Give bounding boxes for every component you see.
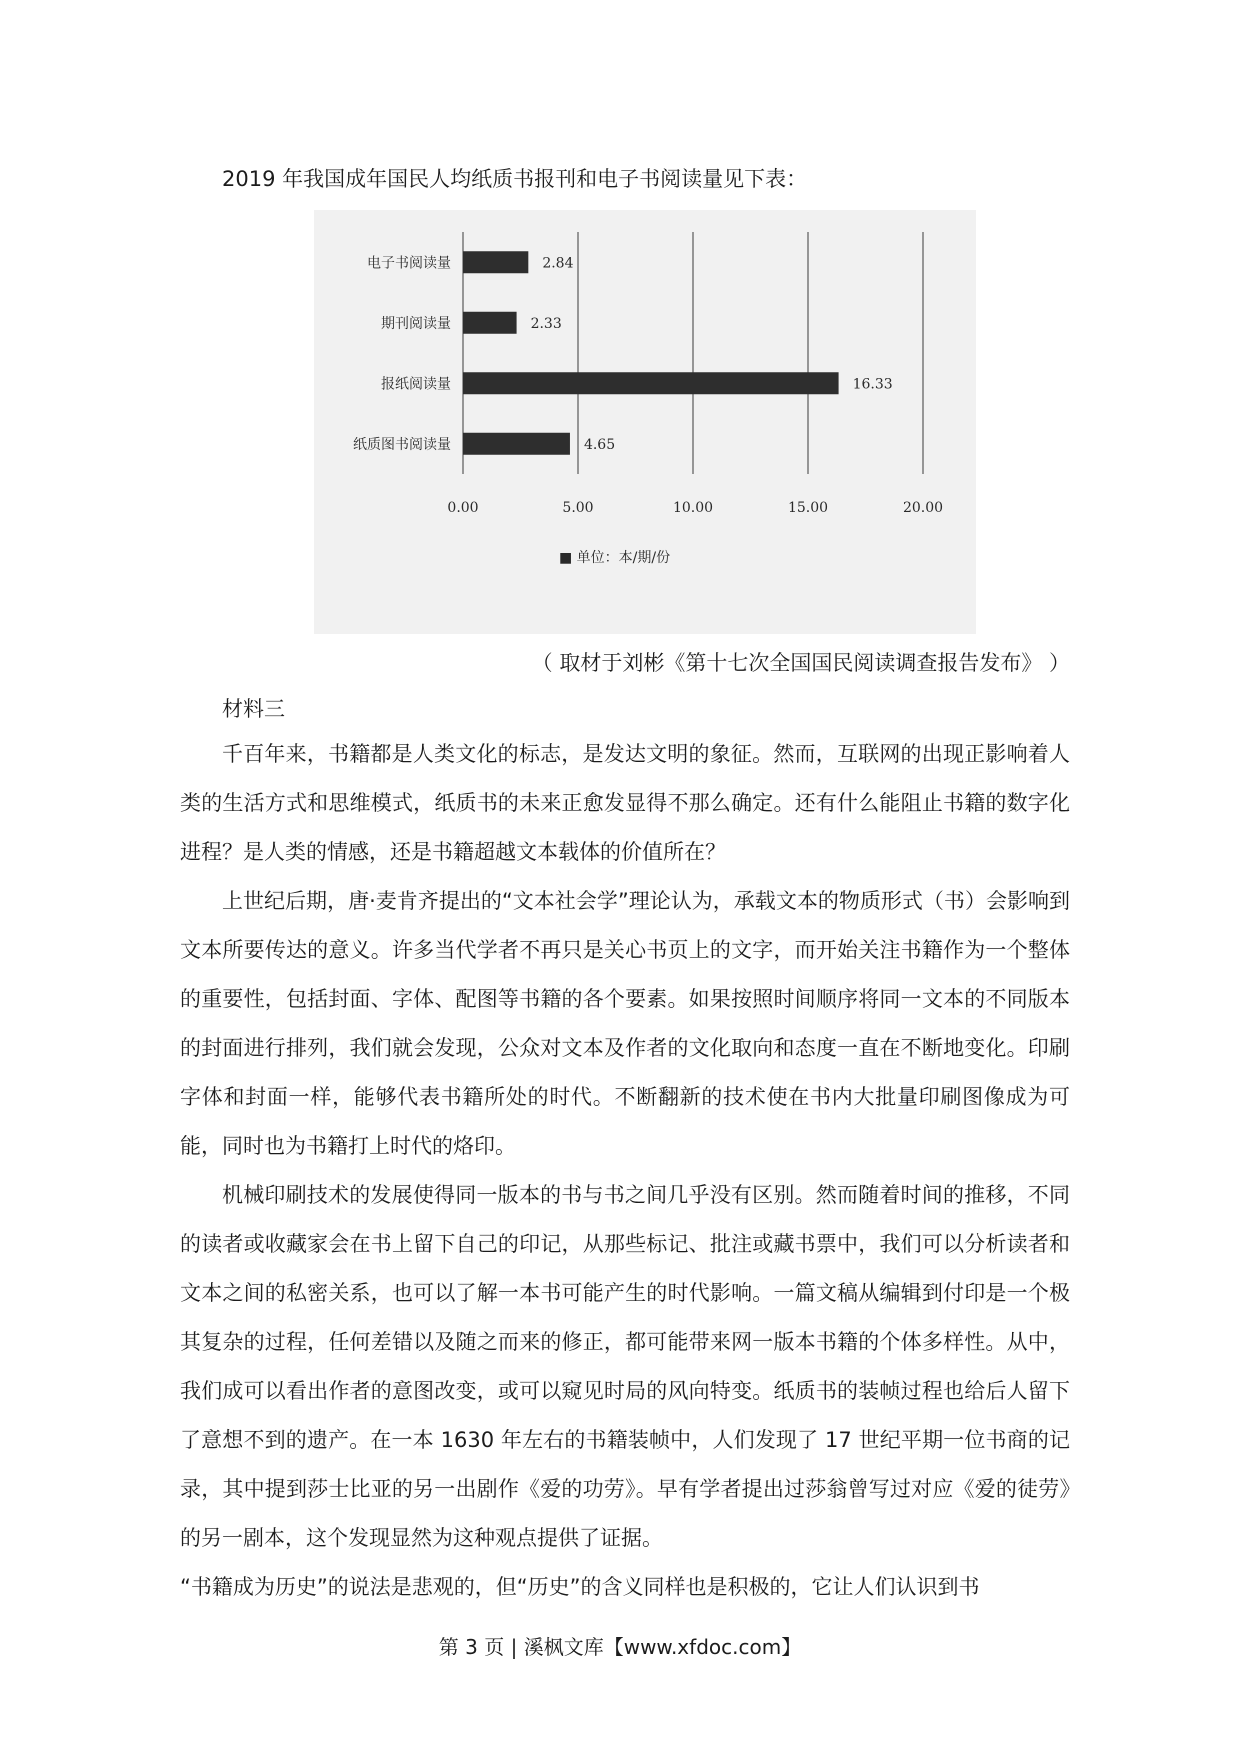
bar	[463, 372, 839, 394]
footer-url: 【www.xfdoc.com】	[603, 1635, 802, 1659]
paragraph-2: 上世纪后期，唐·麦肯齐提出的“文本社会学”理论认为，承载文本的物质形式（书）会影响到文本所要传达的意义。许多当代学者不再只是关心书页上的文字，而开始关注书籍作为一个整体的重要性，包括封面、字体、配图等书籍的各个要素。如果按照时间顺序将同一文本的不同版本的封面进行排列，我们就会发现，公众对文本及作者的文化取向和态度一直在不断地变化。印刷字体和封面一样，能够代表书籍所处的时代。不断翻新的技术使在书内大批量印刷图像成为可能，同时也为书籍打上时代的烙印。	[180, 889, 1070, 1158]
bar-chart	[314, 210, 976, 634]
data-label: 2.84	[542, 255, 574, 272]
footer-separator: |	[510, 1635, 518, 1659]
chart-legend: ■ 单位：本/期/份	[559, 550, 671, 566]
data-label: 2.33	[530, 315, 562, 332]
data-label: 4.65	[583, 436, 616, 453]
category-label: 报纸阅读量	[381, 376, 451, 393]
x-tick-label: 5.00	[562, 500, 594, 516]
footer-page-number: 第 3 页	[438, 1635, 505, 1659]
category-label: 纸质图书阅读量	[353, 436, 451, 453]
bar	[463, 312, 517, 334]
bar	[463, 251, 528, 273]
data-label: 16.33	[852, 376, 893, 393]
category-label: 电子书阅读量	[367, 255, 451, 272]
page-footer	[0, 1632, 1240, 1662]
x-tick-label: 15.00	[787, 500, 829, 516]
body-text	[180, 730, 1070, 1612]
bar	[463, 433, 570, 455]
x-tick-label: 10.00	[672, 500, 714, 516]
category-label: 期刊阅读量	[381, 315, 451, 332]
footer-site: 溪枫文库	[523, 1635, 604, 1659]
x-tick-label: 20.00	[902, 500, 944, 516]
source-citation: （ 取材于刘彬《第十七次全国国民阅读调查报告发布》 ）	[531, 651, 1070, 675]
paragraph-4: “书籍成为历史”的说法是悲观的，但“历史”的含义同样也是积极的，它让人们认识到书	[180, 1575, 980, 1599]
paragraph-1: 千百年来，书籍都是人类文化的标志，是发达文明的象征。然而，互联网的出现正影响着人类的生活方式和思维模式，纸质书的未来正愈发显得不那么确定。还有什么能阻止书籍的数字化进程？是人类的情感，还是书籍超越文本载体的价值所在？	[180, 742, 1070, 864]
paragraph-3: 机械印刷技术的发展使得同一版本的书与书之间几乎没有区别。然而随着时间的推移，不同的读者或收藏家会在书上留下自己的印记，从那些标记、批注或藏书票中，我们可以分析读者和文本之间的私密关系，也可以了解一本书可能产生的时代影响。一篇文稿从编辑到付印是一个极其复杂的过程，任何差错以及随之而来的修正，都可能带来网一版本书籍的个体多样性。从中，我们成可以看出作者的意图改变，或可以窥见时局的风向特变。纸质书的装帧过程也给后人留下了意想不到的遗产。在一本 1630 年左右的书籍装帧中，人们发现了 17 世纪平期一位书商的记录，其中提到莎士比亚的另一出剧作《爱的功劳》。早有学者提出过莎翁曾写过对应《爱的徒劳》的另一剧本，这个发现显然为这种观点提供了证据。	[180, 1183, 1070, 1550]
section-title: 材料三	[222, 697, 285, 721]
x-tick-label: 0.00	[447, 500, 479, 516]
bar-chart-svg	[314, 210, 976, 634]
chart-intro: 2019 年我国成年国民人均纸质书报刊和电子书阅读量见下表：	[222, 167, 808, 191]
